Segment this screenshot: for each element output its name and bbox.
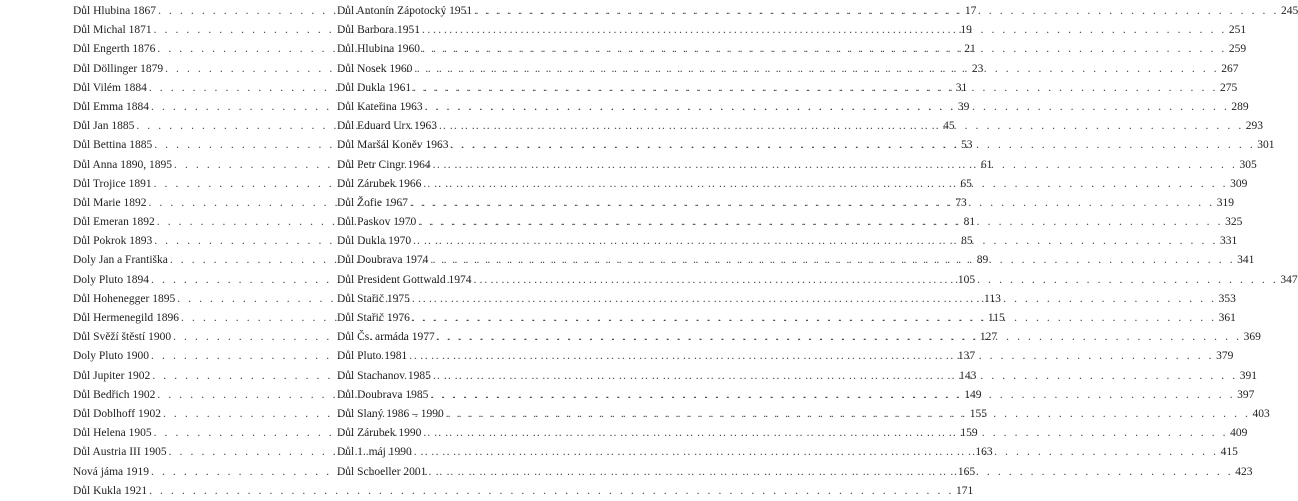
toc-entry-title: Důl Hermenegild 1896 <box>73 312 180 324</box>
toc-entry-page: 415 <box>1220 446 1238 459</box>
toc-entry-page: 113 <box>984 292 1001 305</box>
toc-entry-title: Důl Jupiter 1902 <box>73 369 151 382</box>
toc-entry-page: 275 <box>1219 81 1238 94</box>
toc-entry <box>73 482 974 501</box>
toc-entry-page: 19 <box>960 24 972 37</box>
toc-entry-title: Důl Doblhoff 1902 <box>73 407 161 420</box>
toc-entry-title: Důl Marie 1892 <box>73 196 147 209</box>
toc-entry-title: Důl Eduard Urx 1963 <box>337 120 437 133</box>
toc-entry-title: Doly Pluto 1900 <box>73 350 150 363</box>
toc-entry-page: 17 <box>964 5 977 17</box>
toc-entry-title: Nová jáma 1919 <box>73 465 150 478</box>
toc-entry-title: Důl Emma 1884 <box>73 100 150 113</box>
toc-entry-page: 293 <box>1245 120 1264 133</box>
toc-entry-page: 341 <box>1237 254 1255 267</box>
toc-entry-page: 251 <box>1228 24 1247 37</box>
toc-entry-page: 391 <box>1239 369 1257 382</box>
dot-leader <box>428 463 1233 482</box>
toc-entry-title: Důl Stachanov 1985 <box>337 369 431 382</box>
toc-entry-page: 23 <box>971 62 984 75</box>
toc-entry-title: Důl Kateřina 1963 <box>337 100 423 113</box>
toc-entry-title: Doly Jan a Františka <box>73 254 168 267</box>
toc-entry-title: Důl Pluto 1981 <box>337 350 408 363</box>
toc-entry-page: 165 <box>957 465 976 478</box>
toc-entry-page: 89 <box>976 254 989 267</box>
toc-entry-title: Důl Doubrava 1985 <box>337 388 429 401</box>
dot-leader <box>410 194 1215 213</box>
toc-entry-title: Důl Pokrok 1893 <box>73 235 153 248</box>
dot-leader <box>430 251 1235 270</box>
toc-entry-title: Důl Trojice 1891 <box>73 177 152 190</box>
toc-entry-page: 39 <box>957 100 970 113</box>
dot-leader <box>439 117 1244 136</box>
toc-entry-page: 53 <box>961 139 973 152</box>
toc-entry-title: Důl Zárubek 1966 <box>337 177 422 190</box>
toc-entry-title: Důl President Gottwald 1974 <box>337 273 472 286</box>
toc-entry-title: Důl Bettina 1885 <box>73 139 153 152</box>
toc-entry-title: Důl Žofie 1967 <box>337 196 408 209</box>
toc-entry-title: Důl Jan 1885 <box>73 120 135 133</box>
toc-entry-title: Důl Emeran 1892 <box>73 216 155 229</box>
toc-entry-page: 171 <box>955 484 974 497</box>
toc-entry-page: 379 <box>1216 350 1234 363</box>
toc-entry <box>337 21 1247 40</box>
toc-entry-page: 397 <box>1237 388 1255 401</box>
dot-leader <box>433 156 1238 175</box>
dot-leader <box>437 328 1242 347</box>
toc-entry-title: Důl Dukla 1970 <box>337 235 412 248</box>
toc-entry-page: 369 <box>1243 331 1261 344</box>
toc-entry-page: 403 <box>1252 407 1270 420</box>
toc-entry-page: 267 <box>1221 62 1239 75</box>
dot-leader <box>423 175 1228 194</box>
toc-entry-title: Důl Schoeller 2001 <box>337 465 427 478</box>
toc-entry-page: 31 <box>955 81 968 94</box>
toc-entry-page: 143 <box>959 369 977 382</box>
dot-leader <box>433 367 1238 386</box>
toc-entry-page: 65 <box>960 177 972 190</box>
toc-entry-page: 289 <box>1231 100 1249 113</box>
toc-entry-page: 301 <box>1257 139 1275 152</box>
dot-leader <box>414 60 1219 79</box>
toc-entry <box>337 347 1234 366</box>
toc-entry-title: Důl Petr Cingr 1964 <box>337 158 431 171</box>
toc-entry-title: Důl Stařič 1975 <box>337 292 410 305</box>
toc-entry-page: 115 <box>987 312 1005 324</box>
toc-entry-title: Důl Antonín Zápotocký 1951 <box>337 5 473 17</box>
dot-leader <box>423 424 1228 443</box>
toc-entry-title: Důl 1. máj 1990 <box>337 446 412 459</box>
toc-entry-page: 61 <box>980 158 993 171</box>
toc-entry-title: Důl Paskov 1970 <box>337 216 417 229</box>
toc-entry-page: 85 <box>961 235 973 248</box>
toc-entry-title: Důl Hohenegger 1895 <box>73 292 176 305</box>
toc-entry-page: 409 <box>1230 427 1248 440</box>
toc-entry-page: 127 <box>979 331 998 344</box>
toc-entry-page: 259 <box>1228 43 1247 56</box>
toc-entry-title: Důl Barbora 1951 <box>337 24 421 37</box>
toc-entry-title: Důl Stařič 1976 <box>337 312 410 324</box>
dot-leader <box>425 98 1230 117</box>
toc-entry-title: Důl Čs. armáda 1977 <box>337 331 435 344</box>
dot-leader <box>450 136 1255 155</box>
toc-entry-title: Důl Vilém 1884 <box>73 81 147 94</box>
toc-entry-title: Důl Austria III 1905 <box>73 446 167 459</box>
toc-entry-page: 331 <box>1219 235 1238 248</box>
toc-entry-page: 325 <box>1225 216 1243 229</box>
toc-entry-page: 361 <box>1218 312 1236 324</box>
toc-entry-page: 21 <box>964 43 976 56</box>
dot-leader <box>412 290 1217 309</box>
toc-entry-title: Důl Helena 1905 <box>73 427 152 440</box>
toc-entry-page: 423 <box>1235 465 1253 478</box>
toc-entry-page: 245 <box>1280 5 1298 17</box>
toc-entry-title: Důl Michal 1871 <box>73 24 152 37</box>
toc-entry-page: 305 <box>1239 158 1257 171</box>
toc-entry-title: Důl Engerth 1876 <box>73 43 156 56</box>
toc-entry-title: Důl Doubrava 1974 <box>337 254 429 267</box>
toc-entry <box>337 194 1234 213</box>
toc-entry-title: Důl Döllinger 1879 <box>73 62 164 75</box>
toc-entry-page: 137 <box>957 350 976 363</box>
dot-leader <box>430 386 1235 405</box>
toc-entry-title: Doly Pluto 1894 <box>73 273 150 286</box>
dot-leader <box>418 213 1223 232</box>
toc-entry-page: 309 <box>1230 177 1248 190</box>
toc-entry-page: 319 <box>1216 196 1234 209</box>
dot-leader <box>446 405 1251 424</box>
dot-leader <box>149 482 954 501</box>
dot-leader <box>474 2 1279 21</box>
dot-leader <box>414 443 1219 462</box>
dot-leader <box>422 40 1227 59</box>
toc-entry-title: Důl Maršál Koněv 1963 <box>337 139 449 152</box>
dot-leader <box>413 232 1218 251</box>
dot-leader <box>473 271 1278 290</box>
toc-entry-title: Důl Bedřich 1902 <box>73 388 156 401</box>
toc-entry-page: 155 <box>969 407 988 420</box>
toc-entry-title: Důl Svěží štěstí 1900 <box>73 331 172 344</box>
toc-entry-title: Důl Hlubina 1867 <box>73 5 157 17</box>
toc-entry-page: 353 <box>1218 292 1236 305</box>
dot-leader <box>422 21 1227 40</box>
toc-entry-page: 45 <box>943 120 955 133</box>
toc-entry-page: 347 <box>1280 273 1298 286</box>
toc-entry-page: 73 <box>955 196 967 209</box>
dot-leader <box>412 309 1217 328</box>
toc-entry-page: 81 <box>963 216 976 229</box>
toc-entry-title: Důl Slaný 1986 – 1990 <box>337 407 444 420</box>
toc-entry-page: 163 <box>975 446 993 459</box>
dot-leader <box>409 347 1214 366</box>
toc-entry-page: 149 <box>964 388 982 401</box>
toc-entry-page: 105 <box>957 273 976 286</box>
toc-entry-page: 159 <box>960 427 978 440</box>
toc-entry-title: Důl Hlubina 1960 <box>337 43 421 56</box>
dot-leader <box>413 79 1218 98</box>
toc-entry-title: Důl Nosek 1960 <box>337 62 413 75</box>
toc-entry-title: Důl Dukla 1961 <box>337 81 412 94</box>
toc-entry-title: Důl Anna 1890, 1895 <box>73 158 173 171</box>
toc-entry-title: Důl Kukla 1921 <box>73 484 148 497</box>
toc-entry-title: Důl Zárubek 1990 <box>337 427 422 440</box>
